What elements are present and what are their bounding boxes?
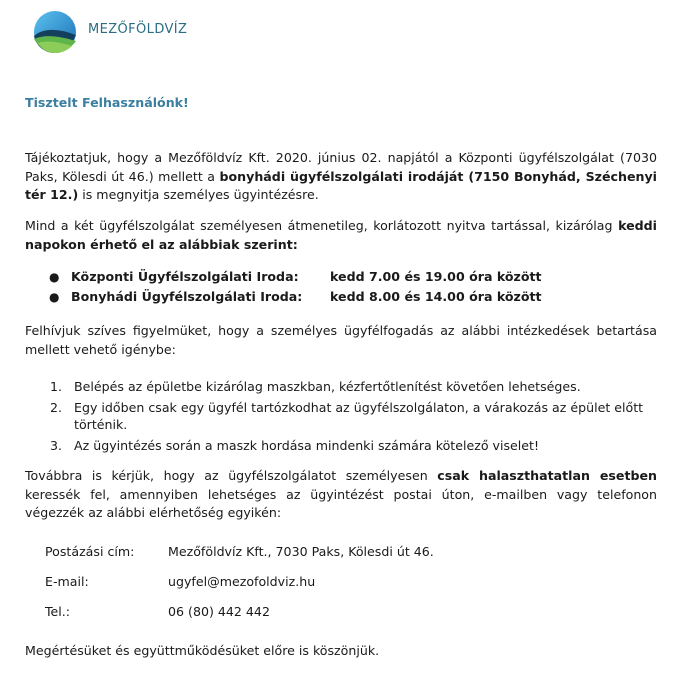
notice-document (25, 0, 658, 658)
schedule-list (25, 269, 657, 309)
contact-row-postal (45, 544, 645, 574)
phone-number: 06 (80) 442 442 (168, 604, 270, 619)
rule-item: 2. Egy időben csak egy ügyfél tartózkodhat az ügyfélszolgálaton, a várakozás az épület előtt történik. (50, 400, 644, 432)
rules-intro-paragraph: Felhívjuk szíves figyelmüket, hogy a személyes ügyfélfogadás az alábbi intézkedések betartása mellett vehető igénybe: (25, 323, 657, 357)
email-address: ugyfel@mezofoldviz.hu (168, 574, 316, 589)
contact-details (45, 544, 645, 634)
contact-label: E-mail: (45, 574, 89, 589)
contact-row-phone (45, 604, 645, 634)
contact-request-paragraph: Továbbra is kérjük, hogy az ügyfélszolgálatot személyesen csak halaszthatatlan esetben keressék fel, amennyiben lehetséges az ügyintézést postai úton, e-mailben vagy telefonon végezzék az alábbi elérhetőség egyikén: (25, 468, 658, 520)
rules-list (25, 378, 657, 458)
contact-label: Tel.: (45, 604, 71, 619)
contact-row-email (45, 574, 645, 604)
bullet-icon: ● (49, 290, 60, 304)
closing-line: Megértésüket és együttműködésüket előre is köszönjük. (25, 643, 380, 658)
rule-item: 1. Belépés az épületbe kizárólag maszkban, kézfertőtlenítést követően lehetséges. (50, 379, 581, 394)
schedule-item: ● Bonyhádi Ügyfélszolgálati Iroda: kedd 8.00 és 14.00 óra között (49, 289, 542, 304)
contact-label: Postázási cím: (45, 544, 135, 559)
brand-name: MEZŐFÖLDVÍZ (88, 22, 188, 37)
bullet-icon: ● (49, 270, 60, 284)
schedule-item: ● Központi Ügyfélszolgálati Iroda: kedd 7.00 és 19.00 óra között (49, 269, 542, 284)
postal-address: Mezőföldvíz Kft., 7030 Paks, Kölesdi út 46. (168, 544, 434, 559)
rule-item: 3. Az ügyintézés során a maszk hordása mindenki számára kötelező viselet! (50, 438, 540, 453)
greeting: Tisztelt Felhasználónk! (25, 95, 189, 110)
mezofoldviz-logo-icon (31, 10, 79, 54)
opening-hours-paragraph: Mind a két ügyfélszolgálat személyesen átmenetileg, korlátozott nyitva tartással, kizárólag keddi napokon érhető el az alábbiak szerint: (25, 218, 657, 252)
intro-paragraph: Tájékoztatjuk, hogy a Mezőföldvíz Kft. 2020. június 02. napjától a Központi ügyfélszolgálat (7030 Paks, Kölesdi út 46.) mellett a bonyhádi ügyfélszolgálati irodáját (7150 Bonyhád, Széchenyi tér 12.) is megnyitja személyes ügyintézésre. (25, 150, 657, 202)
letterhead (25, 0, 657, 60)
